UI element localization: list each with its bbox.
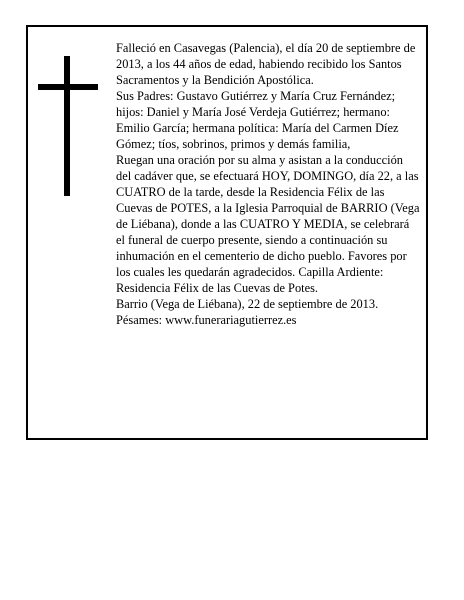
place-date-line: Barrio (Vega de Liébana), 22 de septiembre de 2013. bbox=[116, 297, 379, 311]
cross-vertical-bar bbox=[64, 56, 70, 196]
obituary-text bbox=[116, 40, 420, 328]
condolences-website-line: Pésames: www.funerariagutierrez.es bbox=[116, 313, 297, 327]
cross-horizontal-bar bbox=[38, 84, 98, 90]
death-announcement-paragraph: Falleció en Casavegas (Palencia), el día 20 de septiembre de 2013, a los 44 años de edad, habiendo recibido los Santos Sacramentos y la Bendición Apostólica. bbox=[116, 41, 416, 87]
funeral-details-paragraph: Ruegan una oración por su alma y asistan a la conducción del cadáver que, se efectuará HOY, DOMINGO, día 22, a las CUATRO de la tarde, desde la Residencia Félix de las Cuevas de POTES, a la Iglesia Parroquial de BARRIO (Vega de Liébana), donde a las CUATRO Y MEDIA, se celebrará el funeral de cuerpo presente, siendo a continuación su inhumación en el cementerio de dicho pueblo. Favores por los cuales les quedarán agradecidos. Capilla Ardiente: Residencia Félix de las Cuevas de Potes. bbox=[116, 153, 420, 295]
family-paragraph: Sus Padres: Gustavo Gutiérrez y María Cruz Fernández; hijos: Daniel y María José Verdeja Gutiérrez; hermano: Emilio García; hermana política: María del Carmen Díez Gómez; tíos, sobrinos, primos y demás familia, bbox=[116, 89, 399, 151]
